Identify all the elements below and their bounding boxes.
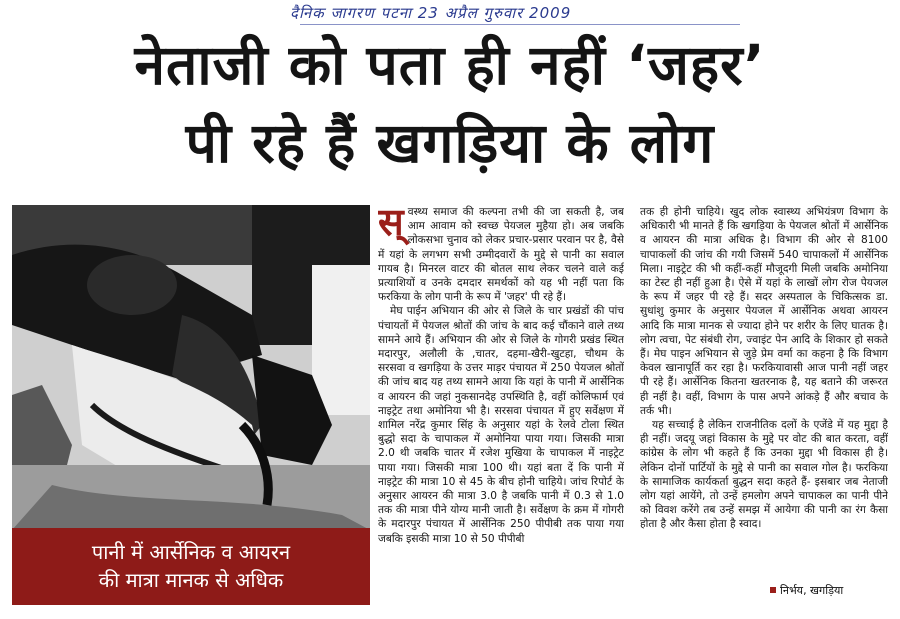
handwritten-date-note: दैनिक जागरण पटना 23 अप्रैल गुरुवार 2009	[290, 4, 572, 22]
headline-line-2: पी रहे हैं खगड़िया के लोग	[185, 111, 715, 175]
article-dropcap: स्	[378, 205, 404, 244]
photo-caption	[12, 528, 370, 605]
article-paragraph: तक ही होनी चाहिये। खुद लोक स्वास्थ्य अभियंत्रण विभाग के अधिकारी भी मानते हैं कि खगड़िया के पेयजल श्रोतों में आर्सेनिक व आयरन की मात्रा अधिक है। विभाग की ओर से 8100 चापाकलों की जांच की गयी जिसमें 540 चापाकलों में आर्सेनिक मिला। नाइट्रेट की भी कहीं-कहीं मौजूदगी मिली जबकि अमोनिया का टेस्ट ही नहीं हुआ है। ऐसे में यहां के लाखों लोग रोज पेयजल के रूप में जहर पी रहे हैं। सदर अस्पताल के चिकित्सक डा. सुधांशु कुमार के अनुसार पेयजल में आर्सेनिक अथवा आयरन आदि कि मात्रा मानक से ज्यादा होने पर शरीर के लिए घातक है। लोग त्वचा, पेट संबंधी रोग, ज्वाइंट पेन आदि के शिकार हो सकते हैं। मेघ पाइन अभियान से जुड़े प्रेम वर्मा का कहना है कि विभाग केवल खानापूर्ति कर रहा है। फरकियावासी आज पानी नहीं जहर पी रहे हैं। आर्सेनिक कितना खतरनाक है, यह बताने की जरूरत ही नहीं है। वहीं, विभाग के पास अपने आंकड़े हैं और बचाव के तर्क भी।	[640, 206, 888, 417]
article-paragraph: वस्थ्य समाज की कल्पना तभी की जा सकती है, जब आम आवाम को स्वच्छ पेयजल मुहैया हो। अब जबकि लोकसभा चुनाव को लेकर प्रचार-प्रसार परवान पर है, वैसे में यहां के लगभग सभी उम्मीदवारों के मुद्दे से पानी का सवाल गायब है। मिनरल वाटर की बोतल साथ लेकर चलने वाले कई प्रत्याशियों व उनके दमदार समर्थकों को यह भी नहीं पता कि फरकिया के लोग पानी के रूप में 'जहर' पी रहे हैं।	[378, 206, 624, 304]
article-paragraph: यह सच्चाई है लेकिन राजनीतिक दलों के एजेंडे में यह मुद्दा है ही नहीं। जदयू जहां विकास के मुद्दे पर वोट की बात करता, वहीं कांग्रेस के लोग भी कहते हैं कि उनका मुद्दा भी विकास ही है। लेकिन दोनों पार्टियों के मुद्दे से पानी का सवाल गोल है। फरकिया के सामाजिक कार्यकर्ता बुद्धन सदा कहते हैं- इसबार जब नेताजी लोग यहां आयेंगे, तो उन्हें हमलोग अपने चापाकल का पानी पीने को विवश करेंगे तब उन्हें समझ में आयेगा की पानी का रंग कैसा होता है और कैसा होता है स्वाद।	[640, 419, 888, 531]
article-column-2	[640, 205, 888, 577]
photo-caption-line-2: की मात्रा मानक से अधिक	[98, 568, 284, 592]
byline	[770, 583, 843, 598]
article-paragraph: मेघ पाईन अभियान की ओर से जिले के चार प्रखंडों की पांच पंचायतों में पेयजल श्रोतों की जांच के बाद कई चौंकाने वाले तथ्य सामने आये हैं। अभियान की ओर से जिले के गोगरी प्रखंड स्थित मदारपुर, अलौली के ,चातर, दहमा-खैरी-खुटहा, चौथम के सरसवा व खगड़िया के उत्तर माड़र पंचायत में 250 पेयजल श्रोतों की जांच बाद यह तथ्य सामने आया कि यहां के पानी में आर्सेनिक व आयरन की जहां नुकसानदेह उपस्थिति है, वहीं कोलिफार्म एवं नाइट्रेट तथा अमोनिया भी है। सरसवा पंचायत में हुए सर्वेक्षण में शामिल नरेंद्र कुमार सिंह के अनुसार यहां के रेलवे टोला स्थित बुद्धो सदा के चापाकल में अमोनिया पाया गया। जिसकी मात्रा 2.0 थी जबकि चातर में रजेश मुखिया के चापाकल में नाइट्रेट पाया गया। जिसकी मात्रा 100 थी। यहां बता दें कि पानी में नाइट्रेट की मात्रा 10 से 45 के बीच होनी चाहिये। जांच रिपोर्ट के अनुसार आयरन की मात्रा 3.0 है जबकि पानी में 0.3 से 1.0 तक की मात्रा पीने योग्य मानी जाती है। सर्वेक्षण के क्रम में गोगरी के मदारपुर पंचायत में आर्सेनिक 250 पीपीबी तक पाया गया जबकि इसकी मात्रा 10 से 50 पीपीबी	[378, 305, 624, 545]
handwritten-underline	[300, 24, 740, 25]
byline-marker-icon	[770, 587, 776, 593]
article-column-1	[378, 205, 624, 605]
headline-line-1: नेताजी को पता ही नहीं ‘जहर’	[134, 33, 766, 97]
byline-text: निर्भय, खगड़िया	[780, 584, 844, 597]
photo-caption-line-1: पानी में आर्सेनिक व आयरन	[91, 540, 291, 564]
